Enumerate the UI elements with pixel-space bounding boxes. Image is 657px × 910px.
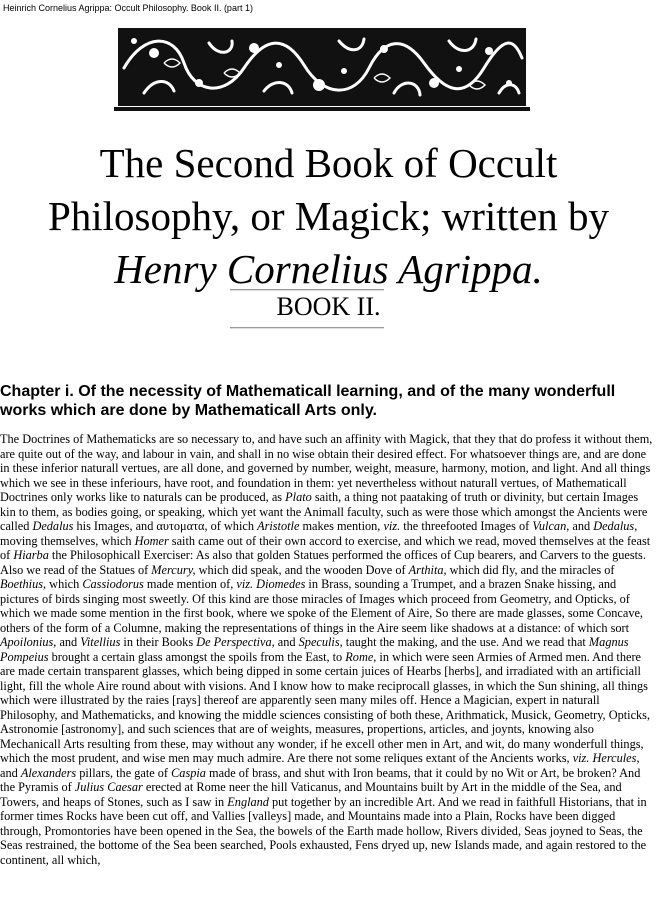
italic-term: England — [227, 794, 269, 809]
italic-term: Dedalus, — [593, 519, 638, 533]
text-run: the threefooted Images of — [400, 519, 533, 533]
text-run: which did fly, and the miracles of — [446, 562, 615, 577]
text-run: saith, a thing not paataking of truth or divinity, but certain Images kin to them, as bodies going, or speaking, which yet want the Animall faculty, such as were those which amongst the Ancients were called — [0, 490, 648, 533]
italic-term: Julius Caesar — [74, 780, 143, 794]
text-run: makes mention, — [299, 519, 384, 533]
woodcut-ornament-icon — [114, 23, 530, 113]
italic-term: Boethius, — [0, 577, 47, 591]
italic-term: Apoilonius, — [0, 635, 57, 649]
italic-term: Vulcan, — [532, 519, 570, 533]
text-run: brought a certain glass amongst the spoils from the East, to — [48, 649, 346, 664]
title-author: Henry Cornelius Agrippa. — [114, 246, 543, 292]
italic-term: viz. Diomedes — [236, 577, 306, 591]
chapter-heading: Chapter i. Of the necessity of Mathematicall learning, and of the many wonderfull works which are done by Mathematicall Arts only. — [0, 383, 616, 419]
text-run: in their Books — [120, 635, 197, 649]
text-run: pillars, the gate of — [76, 765, 172, 780]
text-run: erected at Rome neer the hill Vaticanus, and Mountains built by Art in the middle of the Sea, and Towers, and heaps of Stones, such as I saw in — [0, 780, 622, 809]
text-run: and — [274, 635, 299, 649]
italic-term: De Perspectiva, — [196, 635, 275, 649]
text-run: moving themselves, which — [0, 533, 135, 548]
italic-term: Plato — [285, 490, 312, 504]
text-run: , in which were seen Armies of Armed men. And there are made certain transparent glasses, which being dipped in some certain juices of Hearbs [herbs], and irradiated with an artificiall light, fill the whole Aire round about with visions. And I know how to make reciprocall glasses, in which the Sun shining, all things which were illustrated by the raies [rays] thereof are apparently seen many miles off. Hence a Magician, expert in naturall Philosophy, and Mathematicks, and knowing the middle sciences consisting of both these, Arithmatick, Musick, Geometry, Opticks, Astronomie [astronomy], and such sciences that are of weights, measures, propertions, articles, and joynts, knowing also Mechanicall Arts resulting from these, may without any wonder, if he excell other men in Art, and wit, do many wonderfull things, which the most prudent, and wise men may much admire. Are there not some reliques extant of the Ancients works, — [0, 649, 651, 765]
italic-term: Mercury, — [151, 562, 196, 577]
text-run: the Philosophicall Exerciser: As also that golden Statues performed the offices of Cup bearers, and Carvers to the guests. Also we read of the Statues of — [0, 548, 646, 577]
italic-term: Magnus Pompeius — [0, 635, 629, 664]
text-run: in Brass, sounding a Trumpet, and a brazen Snake hissing, and pictures of birds singing most sweetly. Of this kind are those miracles of Images which proceed from Geometry, and Opticks, of which we made some mention in the first book, where we spoke of the Element of Aire, So there are made glasses, some Concave, others of the form of a Columne, making the representations of things in the Aire seem like shadows at a distance: of which sort — [0, 577, 644, 635]
body-paragraph — [0, 432, 654, 867]
page-header: Heinrich Cornelius Agrippa: Occult Philosophy. Book II. (part 1) — [3, 3, 253, 13]
text-run: made of brass, and shut with Iron beams, that it could by no Wit or Art, be broken? And the Pyramis of — [0, 765, 641, 794]
italic-term: Vitellius — [80, 635, 121, 649]
text-run: his Images, and αυτοματα, of which — [73, 519, 258, 533]
text-run: The Doctrines of Mathematicks are so necessary to, and have such an affinity with Magick, that they that do profess it without them, are quite out of the way, and labour in vain, and shall in no wise obtain their desired effect. For whatsoever things are, and are done in these inferior naturall vertues, are all done, and governed by number, weight, measure, harmony, motion, and light. And all things which we see in these inferiours, have root, and foundation in them: yet nevertheless without naturall vertues, of Mathematicall Doctrines only works like to naturals can be produced, as — [0, 432, 653, 504]
italic-term: Dedalus — [32, 519, 74, 533]
text-run: put together by an incredible Art. And we read in faithfull Historians, that in former times Rocks have been cut off, and Vallies [valleys] made, and Mountains made into a Plain, Rocks have been digged through, Promontories have been opened in the Sea, the bowels of the Earth made hollow, Rivers divided, Seas joyned to Seas, the Seas restrained, the bottome of the Sea been searched, Pools exhausted, Fens dryed up, new Islands made, and again restored to the continent, all which, — [0, 794, 647, 867]
text-run: , taught the making, and the use. And we read that — [339, 635, 589, 649]
italic-term: Caspia — [171, 765, 206, 780]
italic-term: Alexanders — [20, 765, 77, 780]
text-run: and — [56, 635, 81, 649]
rule-below-book — [230, 327, 384, 329]
book-number: BOOK II. — [276, 292, 381, 321]
text-run: which did speak, and the wooden Dove of — [195, 562, 409, 577]
text-run: made mention of, — [143, 577, 237, 591]
text-run: and — [569, 519, 594, 533]
text-run: saith came out of their own accord to exercise, and which we read, moved themselves at the feast of — [0, 533, 651, 562]
text-run: , and — [0, 751, 640, 780]
italic-term: Aristotle — [257, 519, 300, 533]
italic-term: Homer — [134, 533, 169, 548]
italic-term: Speculis — [298, 635, 340, 649]
title-line-1: The Second Book of Occult — [99, 140, 558, 186]
italic-term: viz. — [383, 519, 401, 533]
italic-term: Cassiodorus — [82, 577, 144, 591]
italic-term: Arthita, — [408, 562, 447, 577]
italic-term: Rome — [345, 649, 374, 664]
text-run: which — [46, 577, 83, 591]
italic-term: Hiarba — [13, 548, 49, 562]
title-line-2: Philosophy, or Magick; written by — [47, 193, 610, 239]
italic-term: viz. Hercules — [572, 751, 637, 765]
book-title — [0, 137, 657, 296]
